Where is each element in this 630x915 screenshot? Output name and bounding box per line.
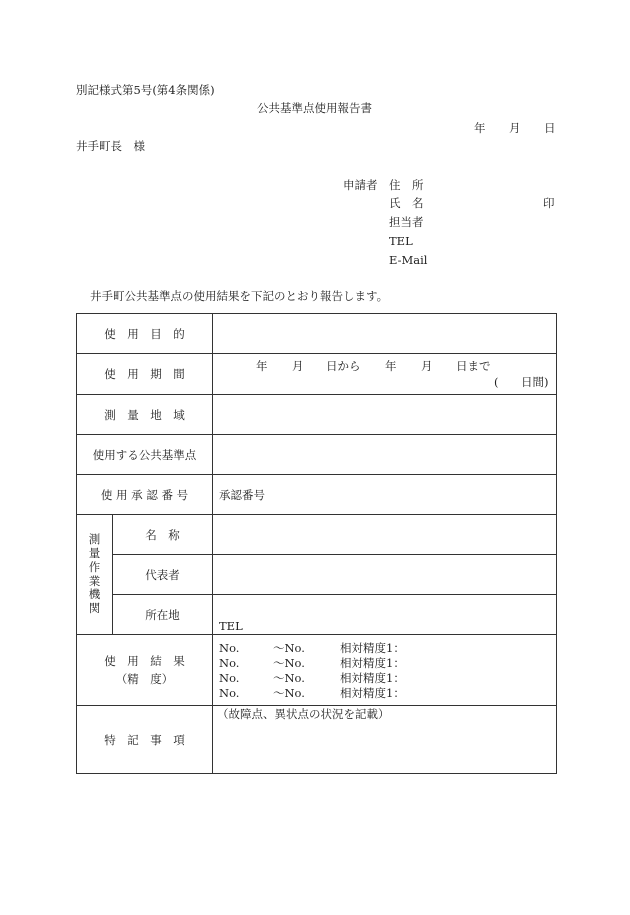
purpose-row (77, 314, 557, 354)
remarks-label: 特 記 事 項 (77, 706, 213, 774)
org-rep-label: 代表者 (113, 555, 213, 595)
result-to: 〜No. (273, 655, 305, 670)
report-table (76, 313, 557, 774)
applicant-email-label: E-Mail (389, 253, 428, 267)
period-label: 使 用 期 間 (77, 354, 213, 395)
result-accuracy: 相対精度1： (340, 640, 405, 655)
result-row-4 (219, 685, 556, 700)
period-month-1: 月 (292, 359, 304, 373)
result-to: 〜No. (273, 670, 305, 685)
result-sublabel: （精 度） (115, 672, 174, 686)
remarks-row (77, 706, 557, 774)
applicant-role: 申請者 (343, 178, 378, 192)
approval-row (77, 475, 557, 515)
org-name-label: 名 称 (113, 515, 213, 555)
result-row (77, 635, 557, 706)
period-year-1: 年 (256, 359, 268, 373)
org-addr-field[interactable] (213, 595, 557, 635)
period-days: 日間) (521, 375, 549, 389)
remarks-note: （故障点、異状点の状況を記載） (217, 707, 390, 721)
date-day: 日 (544, 121, 556, 135)
result-no: No. (219, 670, 240, 685)
period-month-2: 月 (421, 359, 433, 373)
period-day-1: 日から (326, 359, 361, 373)
result-accuracy: 相対精度1： (340, 655, 405, 670)
area-field[interactable] (213, 395, 557, 435)
org-addr-label: 所在地 (113, 595, 213, 635)
org-name-row (77, 515, 557, 555)
result-no: No. (219, 640, 240, 655)
points-label: 使用する公共基準点 (77, 435, 213, 475)
result-accuracy: 相対精度1： (340, 685, 405, 700)
result-field[interactable] (213, 635, 557, 706)
intro-text: 井手町公共基準点の使用結果を下記のとおり報告します。 (90, 289, 389, 303)
result-no: No. (219, 655, 240, 670)
result-accuracy: 相対精度1： (340, 670, 405, 685)
org-tel-label: TEL (219, 619, 243, 633)
result-to: 〜No. (273, 640, 305, 655)
approval-label: 使 用 承 認 番 号 (77, 475, 213, 515)
applicant-person-label: 担当者 (389, 215, 424, 229)
result-row-1 (219, 640, 556, 655)
addressee: 井手町長 様 (76, 139, 145, 153)
purpose-field[interactable] (213, 314, 557, 354)
document-title: 公共基準点使用報告書 (257, 101, 372, 115)
points-field[interactable] (213, 435, 557, 475)
date-month: 月 (509, 121, 521, 135)
applicant-name-label: 氏 名 (389, 196, 424, 210)
result-to: 〜No. (273, 685, 305, 700)
points-row (77, 435, 557, 475)
result-no: No. (219, 685, 240, 700)
applicant-tel-label: TEL (389, 234, 413, 248)
purpose-label: 使 用 目 的 (77, 314, 213, 354)
org-rep-row (77, 555, 557, 595)
period-day-2: 日まで (456, 359, 491, 373)
period-year-2: 年 (385, 359, 397, 373)
org-label-text: 測量作業機関 (88, 532, 101, 616)
period-days-open: ( (494, 375, 499, 389)
date-year: 年 (474, 121, 486, 135)
result-label: 使 用 結 果 (104, 654, 185, 668)
result-row-2 (219, 655, 556, 670)
remarks-field[interactable] (213, 706, 557, 774)
area-row (77, 395, 557, 435)
result-label-cell (77, 635, 213, 706)
org-addr-row (77, 595, 557, 635)
area-label: 測 量 地 域 (77, 395, 213, 435)
period-field[interactable] (213, 354, 557, 395)
applicant-address-label: 住 所 (389, 178, 424, 192)
approval-field[interactable]: 承認番号 (213, 475, 557, 515)
seal-mark: 印 (543, 196, 555, 210)
period-row (77, 354, 557, 395)
result-row-3 (219, 670, 556, 685)
org-rep-field[interactable] (213, 555, 557, 595)
form-number: 別記様式第5号(第4条関係) (76, 83, 215, 97)
org-name-field[interactable] (213, 515, 557, 555)
org-label (77, 515, 113, 635)
